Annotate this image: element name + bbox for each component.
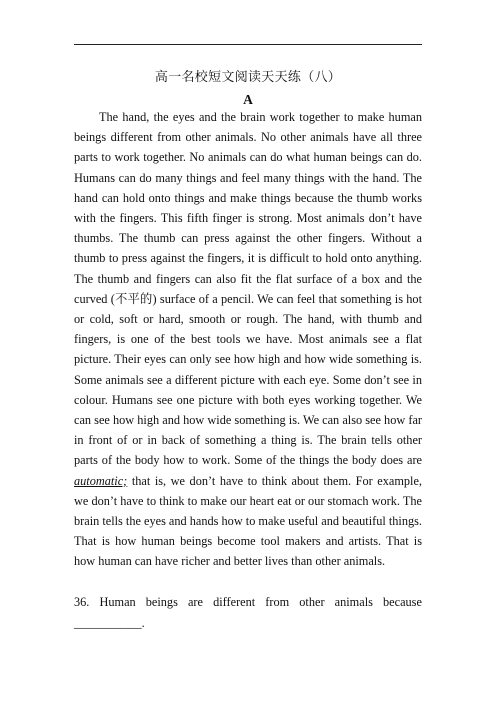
reading-passage — [74, 107, 422, 572]
question-word: are — [187, 595, 203, 609]
passage-text-2: that is, we don’t have to think about them. For example, we don’t have to think to make our heart eat or our stomach work. The brain tells the eyes and hands how to make useful and beautiful things. That is how human beings become tool makers and artists. That is how human can have richer and better lives than other animals. — [74, 473, 422, 569]
question-word: beings — [145, 595, 178, 609]
answer-blank[interactable]: ___________. — [74, 615, 145, 630]
question-word: animals — [334, 595, 373, 609]
answer-blank-line — [74, 613, 422, 634]
question-stem — [74, 592, 422, 613]
question-word: different — [213, 595, 256, 609]
passage-text-1: The hand, the eyes and the brain work together to make human beings different from other animals. No other animals have all three parts to work together. No animals can do what human beings can do. Humans can do many things and feel many things with the hand. The hand can hold onto things and make things because the thumb works with the fingers. This fifth finger is strong. Most animals don’t have thumbs. The thumb can press against the other fingers. Without a thumb to press against the fingers, it is difficult to hold onto anything. The thumb and fingers can also fit the flat surface of a box and the curved (不平的) surface of a pencil. We can feel that something is hot or cold, soft or hard, smooth or rough. The hand, with thumb and fingers, is one of the best tools we have. Most animals see a flat picture. Their eyes can only see how high and how wide something is. Some animals see a different picture with each eye. Some don’t see in colour. Humans see one picture with both eyes working together. We can see how high and how wide something is. We can also see how far in front of or in back of something a thing is. The brain tells other parts of the body how to work. Some of the things the body does are — [74, 110, 422, 468]
page-title: 高一名校短文阅读天天练（八） — [154, 69, 342, 84]
question-word: because — [383, 595, 422, 609]
question-36 — [74, 592, 422, 633]
question-number: 36. — [74, 595, 90, 609]
section-label: A — [243, 92, 253, 107]
question-word: Human — [99, 595, 136, 609]
top-rule — [74, 44, 422, 45]
underlined-word: automatic; — [74, 473, 128, 488]
question-word: from — [265, 595, 290, 609]
question-word: other — [299, 595, 325, 609]
